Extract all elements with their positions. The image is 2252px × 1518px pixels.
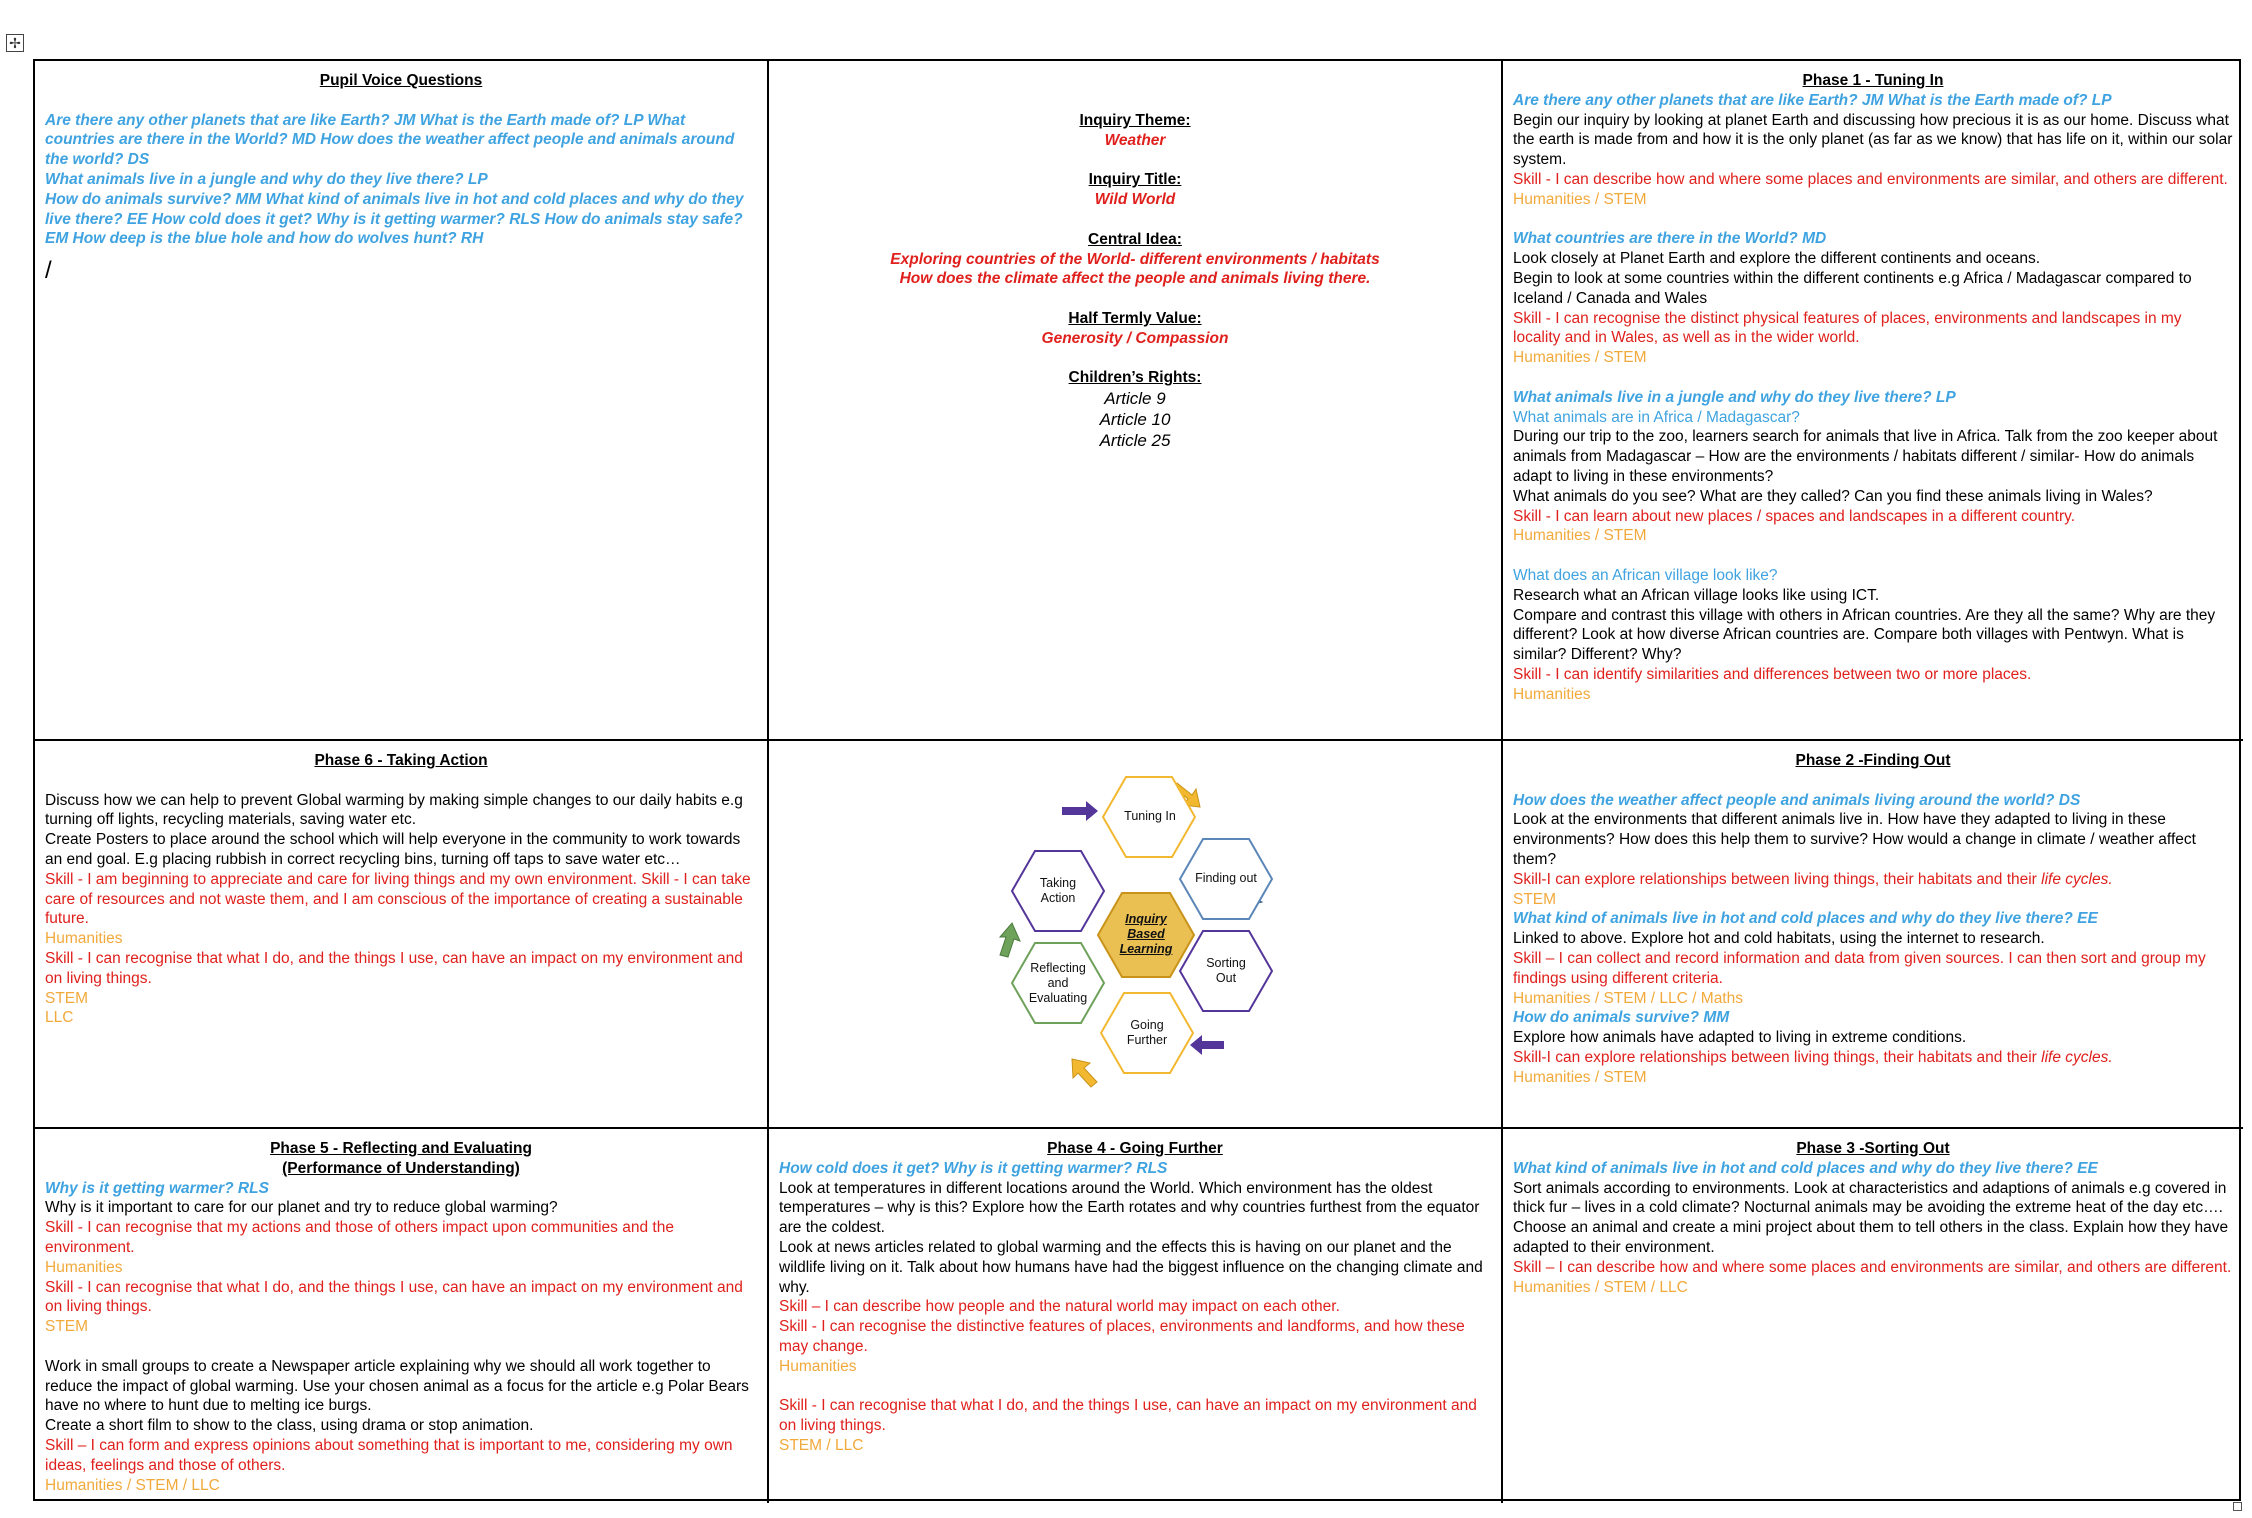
- phase6-area: STEM: [45, 989, 89, 1007]
- phase1-cell: [1503, 61, 2243, 741]
- inquiry-overview-cell: [769, 61, 1503, 741]
- hex-label-line: Based: [1127, 927, 1165, 941]
- inquiry-title: Wild World: [1094, 191, 1176, 209]
- phase1-area: Humanities: [1513, 685, 1591, 703]
- hex-label-line: and: [1047, 976, 1069, 990]
- phase5-cell: [35, 1129, 769, 1503]
- phase6-skill: Skill - I am beginning to appreciate and care for living things and my own environment. Skill - I can take care of resources and not waste them, and I am conscious of the importance of creating a sustainable future.: [45, 870, 751, 928]
- phase2-skill-text: Skill-I can explore relationships between living things, their habitats and their: [1513, 1048, 2042, 1066]
- hex-label-line: Evaluating: [1028, 991, 1088, 1005]
- phase2-skill-text: Skill-I can explore relationships between living things, their habitats and their: [1513, 870, 2042, 888]
- phase1-question: Are there any other planets that are like Earth? JM What is the Earth made of? LP: [1513, 91, 2112, 109]
- phase3-area: Humanities / STEM / LLC: [1513, 1278, 1688, 1296]
- phase1-skill: Skill - I can recognise the distinct physical features of places, environments and landscapes in my locality and in Wales, as well as in the wider world.: [1513, 309, 2182, 347]
- hex-label-tuning-in: Tuning In: [1124, 809, 1176, 823]
- phase2-question: How does the weather affect people and animals living around the world? DS: [1513, 791, 2081, 809]
- text-cursor: /: [45, 257, 52, 285]
- phase2-area: Humanities / STEM / LLC / Maths: [1513, 989, 1743, 1007]
- central-idea-line: How does the climate affect the people and animals living there.: [899, 270, 1371, 288]
- right-article: Article 9: [1104, 389, 1166, 409]
- hex-label-line: Further: [1126, 1033, 1168, 1047]
- phase1-text: Begin to look at some countries within the different continents e.g Africa / Madagascar compared to Iceland / Canada and Wales: [1513, 269, 2192, 307]
- phase1-area: Humanities / STEM: [1513, 527, 1647, 545]
- phase3-text: Sort animals according to environments. Look at characteristics and adaptions of animals e.g covered in thick fur – lives in a cold climate? Nocturnal animals may be avoiding the extreme heat of the day etc….: [1513, 1179, 2227, 1217]
- phase3-cell: [1503, 1129, 2243, 1503]
- hex-label-line: Out: [1215, 971, 1237, 985]
- hex-label-line: Learning: [1119, 942, 1173, 956]
- hex-label-line: Reflecting: [1030, 961, 1086, 975]
- hex-label-going-further: [1101, 1018, 1193, 1048]
- phase4-title: Phase 4 - Going Further: [1047, 1140, 1223, 1157]
- phase2-cell: [1503, 741, 2243, 1129]
- phase4-area: STEM / LLC: [779, 1436, 864, 1454]
- phase2-question: What kind of animals live in hot and cold places and why do they live there? EE: [1513, 910, 2098, 928]
- phase2-skill-italic: life cycles.: [2041, 1048, 2113, 1066]
- phase6-text: Create Posters to place around the school which will help everyone in the community to work towards an end goal. E.g placing rubbish in correct recycling bins, turning off taps to save water etc…: [45, 831, 741, 868]
- phase2-skill: [1513, 1048, 2233, 1068]
- phase5-text: Work in small groups to create a Newspaper article explaining why we should all work together to reduce the impact of global warming. Use your chosen animal as a focus for the article e.g Polar Bears have no where to hunt due to melting ice burgs.: [45, 1357, 749, 1415]
- table-move-handle-icon[interactable]: ✢: [6, 34, 24, 52]
- phase5-area: Humanities / STEM / LLC: [45, 1476, 220, 1494]
- pupil-question: Are there any other planets that are like Earth? JM What is the Earth made of? LP What countries are there in the World? MD How does the weather affect people and animals around the world? DS: [45, 111, 735, 169]
- inquiry-theme-label: Inquiry Theme:: [1079, 112, 1191, 129]
- phase2-title: Phase 2 -Finding Out: [1795, 752, 1951, 769]
- phase5-subtitle: (Performance of Understanding): [282, 1159, 520, 1177]
- phase1-question: What countries are there in the World? MD: [1513, 230, 1827, 248]
- hex-label-line: Inquiry: [1125, 912, 1167, 926]
- hex-label-center: [1098, 912, 1194, 957]
- phase2-area: STEM: [1513, 890, 1557, 908]
- phase6-text: Discuss how we can help to prevent Global warming by making simple changes to our daily habits e.g turning off lights, recycling materials, saving water etc.: [45, 791, 743, 829]
- phase1-question: What animals live in a jungle and why do they live there? LP: [1513, 388, 1956, 406]
- phase3-title: Phase 3 -Sorting Out: [1796, 1140, 1950, 1157]
- phase5-text: Create a short film to show to the class, using drama or stop animation.: [45, 1417, 534, 1435]
- inquiry-title-label: Inquiry Title:: [1088, 171, 1182, 189]
- right-article: Article 25: [1099, 431, 1171, 451]
- hex-label-line: Taking: [1039, 876, 1077, 890]
- phase1-text: During our trip to the zoo, learners search for animals that live in Africa. Talk from the zoo keeper about animals from Madagascar – How are the environments / habitats different / similar- How do animals adapt to living in these environments?: [1513, 428, 2218, 485]
- phase5-skill: Skill - I can recognise that what I do, and the things I use, can have an impact on my environment and on living things.: [45, 1278, 743, 1316]
- half-termly-value-label: Half Termly Value:: [1068, 309, 1202, 327]
- phase1-text: Begin our inquiry by looking at planet Earth and discussing how precious it is as our home. Discuss what the earth is made from and how it is the only planet (as far as we know) that has life on it, within our solar system.: [1513, 111, 2233, 169]
- phase6-title: Phase 6 - Taking Action: [314, 752, 488, 769]
- phase2-skill: [1513, 870, 2233, 890]
- hex-label-line: Action: [1040, 891, 1076, 905]
- phase1-text: Compare and contrast this village with others in African countries. Are they all the same? Why are they different? Look at how diverse African countries are. Compare both villages with Pentwyn. What is similar? Different? Why?: [1513, 606, 2216, 664]
- phase4-text: Look at news articles related to global warming and the effects this is having on our planet and the wildlife living on it. Talk about how humans have had the biggest influence on the changing climate and why.: [779, 1238, 1483, 1296]
- phase1-skill: Skill - I can describe how and where some places and environments are similar, and others are different.: [1513, 170, 2228, 188]
- phase6-area: Humanities: [45, 930, 123, 948]
- phase1-text: Look closely at Planet Earth and explore the different continents and oceans.: [1513, 250, 2041, 268]
- planning-table: [33, 59, 2241, 1501]
- inquiry-cycle-diagram-cell: [769, 741, 1503, 1129]
- hex-label-line: Sorting: [1206, 956, 1246, 970]
- phase1-subquestion: What does an African village look like?: [1513, 566, 1778, 584]
- phase5-question: Why is it getting warmer? RLS: [45, 1179, 269, 1197]
- phase1-skill: Skill - I can learn about new places / spaces and landscapes in a different country.: [1513, 507, 2076, 525]
- hex-label-line: Going: [1130, 1018, 1164, 1032]
- table-resize-handle[interactable]: [2233, 1502, 2242, 1511]
- phase6-skill: Skill - I can recognise that what I do, and the things I use, can have an impact on my environment and on living things.: [45, 949, 743, 987]
- childrens-rights-label: Children’s Rights:: [1068, 369, 1202, 387]
- hex-label-finding-out: Finding out: [1195, 871, 1257, 885]
- phase1-skill: Skill - I can identify similarities and differences between two or more places.: [1513, 665, 2032, 683]
- hex-label-reflecting: [1012, 961, 1104, 1006]
- phase2-text: Explore how animals have adapted to living in extreme conditions.: [1513, 1029, 1967, 1047]
- phase2-text: Linked to above. Explore hot and cold habitats, using the internet to research.: [1513, 930, 2045, 948]
- phase5-area: STEM: [45, 1318, 89, 1336]
- phase4-text: Look at temperatures in different locations around the World. Which environment has the oldest temperatures – why is this? Explore how the Earth rotates and why countries furthest from the equator are the coldest.: [779, 1179, 1480, 1237]
- phase4-skill: Skill - I can recognise that what I do, and the things I use, can have an impact on my environment and on living things.: [779, 1397, 1477, 1435]
- phase3-skill: Skill – I can describe how and where some places and environments are similar, and others are different.: [1513, 1258, 2232, 1276]
- phase5-text: Why is it important to care for our planet and try to reduce global warming?: [45, 1199, 558, 1217]
- phase2-area: Humanities / STEM: [1513, 1068, 1647, 1086]
- phase1-area: Humanities / STEM: [1513, 349, 1647, 367]
- phase2-skill: Skill – I can collect and record information and data from given sources. I can then sort and group my findings using different criteria.: [1513, 949, 2206, 987]
- phase4-question: How cold does it get? Why is it getting warmer? RLS: [779, 1159, 1168, 1177]
- phase5-skill: Skill - I can recognise that my actions and those of others impact upon communities and the environment.: [45, 1219, 674, 1256]
- phase4-area: Humanities: [779, 1357, 857, 1375]
- phase1-title: Phase 1 - Tuning In: [1802, 72, 1944, 89]
- phase3-text: Choose an animal and create a mini project about them to tell others in the class. Explain how they have adapted to their environment.: [1513, 1219, 2229, 1256]
- phase4-skill: Skill - I can recognise the distinctive features of places, environments and landforms, and how these may change.: [779, 1318, 1465, 1355]
- phase1-text: Research what an African village looks like using ICT.: [1513, 586, 1880, 604]
- phase4-cell: [769, 1129, 1503, 1503]
- pupil-voice-title: Pupil Voice Questions: [319, 72, 483, 89]
- inquiry-cycle-diagram: [980, 771, 1290, 1101]
- phase2-text: Look at the environments that different animals live in. How have they adapted to living in these environments? How does this help them to survive? How would a change in climate / weather affect them?: [1513, 811, 2196, 868]
- central-idea-line: Exploring countries of the World- different environments / habitats: [890, 250, 1380, 268]
- phase5-area: Humanities: [45, 1258, 123, 1276]
- hex-label-sorting-out: [1180, 956, 1272, 986]
- pupil-voice-cell: [35, 61, 769, 741]
- central-idea-label: Central Idea:: [1088, 230, 1182, 248]
- phase6-area: LLC: [45, 1009, 74, 1027]
- phase5-title: Phase 5 - Reflecting and Evaluating: [270, 1140, 532, 1157]
- pupil-question: How do animals survive? MM What kind of animals live in hot and cold places and why do they live there? EE How cold does it get? Why is it getting warmer? RLS How do animals stay safe? EM How deep is the blue hole and how do wolves hunt? RH: [45, 190, 744, 248]
- hex-label-taking-action: [1012, 876, 1104, 906]
- phase5-skill: Skill – I can form and express opinions about something that is important to me, considering my own ideas, feelings and those of others.: [45, 1436, 733, 1474]
- right-article: Article 10: [1099, 410, 1171, 430]
- phase1-area: Humanities / STEM: [1513, 190, 1647, 208]
- pupil-question: What animals live in a jungle and why do they live there? LP: [45, 170, 488, 188]
- phase1-text: What animals do you see? What are they called? Can you find these animals living in Wales?: [1513, 487, 2153, 505]
- phase3-question: What kind of animals live in hot and cold places and why do they live there? EE: [1513, 1159, 2098, 1177]
- phase1-subquestion: What animals are in Africa / Madagascar?: [1513, 408, 1800, 426]
- phase2-question: How do animals survive? MM: [1513, 1009, 1730, 1027]
- phase4-skill: Skill – I can describe how people and the natural world may impact on each other.: [779, 1298, 1340, 1316]
- phase2-skill-italic: life cycles.: [2041, 870, 2113, 888]
- inquiry-theme: Weather: [1104, 131, 1166, 149]
- phase6-cell: [35, 741, 769, 1129]
- half-termly-value: Generosity / Compassion: [1041, 329, 1229, 347]
